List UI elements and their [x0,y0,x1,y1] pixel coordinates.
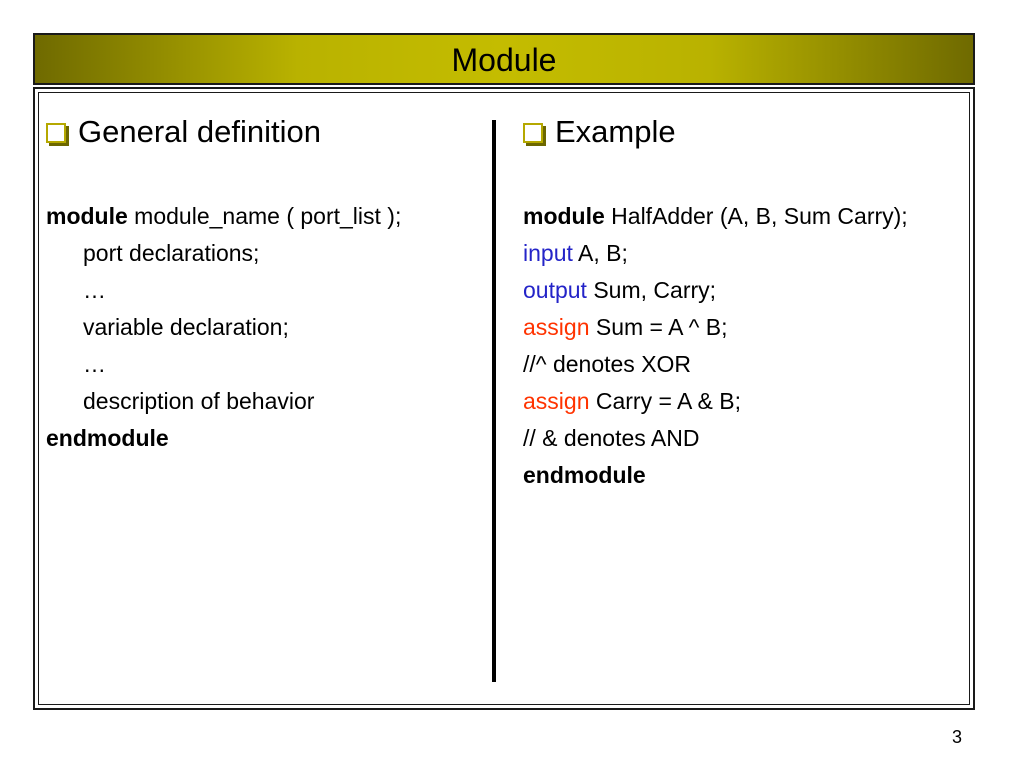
code-text: variable declaration; [83,314,289,340]
square-bullet-icon [46,123,66,143]
general-definition-code [46,198,476,457]
code-text: module_name ( port_list ); [127,203,402,229]
output-keyword: output [523,277,587,303]
code-line [46,272,476,309]
ellipsis-text: … [83,277,106,303]
code-line [46,309,476,346]
code-text: Sum, Carry; [586,277,717,303]
code-text: Sum = A ^ B; [589,314,728,340]
code-line [46,383,476,420]
square-bullet-icon [523,123,543,143]
endmodule-keyword: endmodule [523,462,646,488]
title-bar [33,33,975,85]
code-line [46,235,476,272]
code-line [523,383,963,420]
example-column [523,110,963,494]
input-keyword: input [523,240,573,266]
code-text: HalfAdder (A, B, Sum Carry); [604,203,908,229]
endmodule-keyword: endmodule [46,425,169,451]
column-divider [492,120,496,682]
assign-keyword: assign [523,388,590,414]
code-line [46,346,476,383]
general-definition-heading-text: General definition [78,114,321,149]
example-heading [523,110,963,154]
code-line [523,309,963,346]
code-text: A, B; [572,240,628,266]
module-keyword: module [523,203,605,229]
ellipsis-text: … [83,351,106,377]
module-keyword: module [46,203,128,229]
code-line [523,420,963,457]
code-line [523,235,963,272]
comment-text: // & denotes AND [523,425,700,451]
page-number: 3 [951,727,962,747]
code-text: description of behavior [83,388,315,414]
code-line [523,272,963,309]
example-code [523,198,963,494]
code-line [46,198,476,235]
general-definition-heading [46,110,476,154]
code-line [523,457,963,494]
comment-text: //^ denotes XOR [523,351,692,377]
code-line [523,198,963,235]
code-line [523,346,963,383]
code-text: Carry = A & B; [589,388,741,414]
code-line [46,420,476,457]
assign-keyword: assign [523,314,590,340]
example-heading-text: Example [555,114,676,149]
general-definition-column [46,110,476,457]
code-text: port declarations; [83,240,260,266]
slide-title: Module [451,42,557,78]
